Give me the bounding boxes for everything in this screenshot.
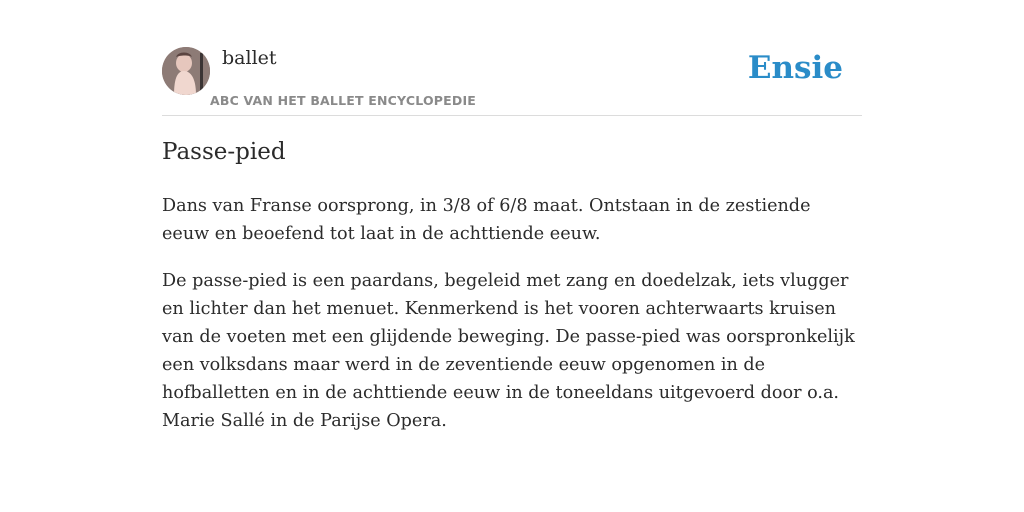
header bbox=[162, 46, 862, 116]
category-link[interactable]: ballet bbox=[222, 47, 277, 69]
article-body bbox=[162, 192, 862, 454]
brand-logo[interactable]: Ensie bbox=[747, 50, 843, 86]
article-paragraph: Dans van Franse oorsprong, in 3/8 of 6/8 maat. Ontstaan in de zestiende eeuw en beoefend tot laat in de achttiende eeuw. bbox=[162, 196, 811, 244]
page-title: Passe-pied bbox=[162, 139, 286, 165]
avatar[interactable] bbox=[162, 47, 210, 95]
divider bbox=[162, 115, 862, 116]
ballet-dancer-photo-icon bbox=[162, 47, 210, 95]
article-paragraph: De passe-pied is een paardans, begeleid met zang en doedelzak, iets vlugger en lichter dan het menuet. Kenmerkend is het vooren achterwaarts kruisen van de voeten met een glijdende beweging. De passe-pied was oorspronkelijk een volksdans maar werd in de zeventiende eeuw opgenomen in de hofballetten en in de achttiende eeuw in de toneeldans uitgevoerd door o.a. Marie Sallé in de Parijse Opera. bbox=[162, 271, 855, 431]
encyclopedia-subtitle[interactable]: ABC VAN HET BALLET ENCYCLOPEDIE bbox=[210, 93, 477, 108]
